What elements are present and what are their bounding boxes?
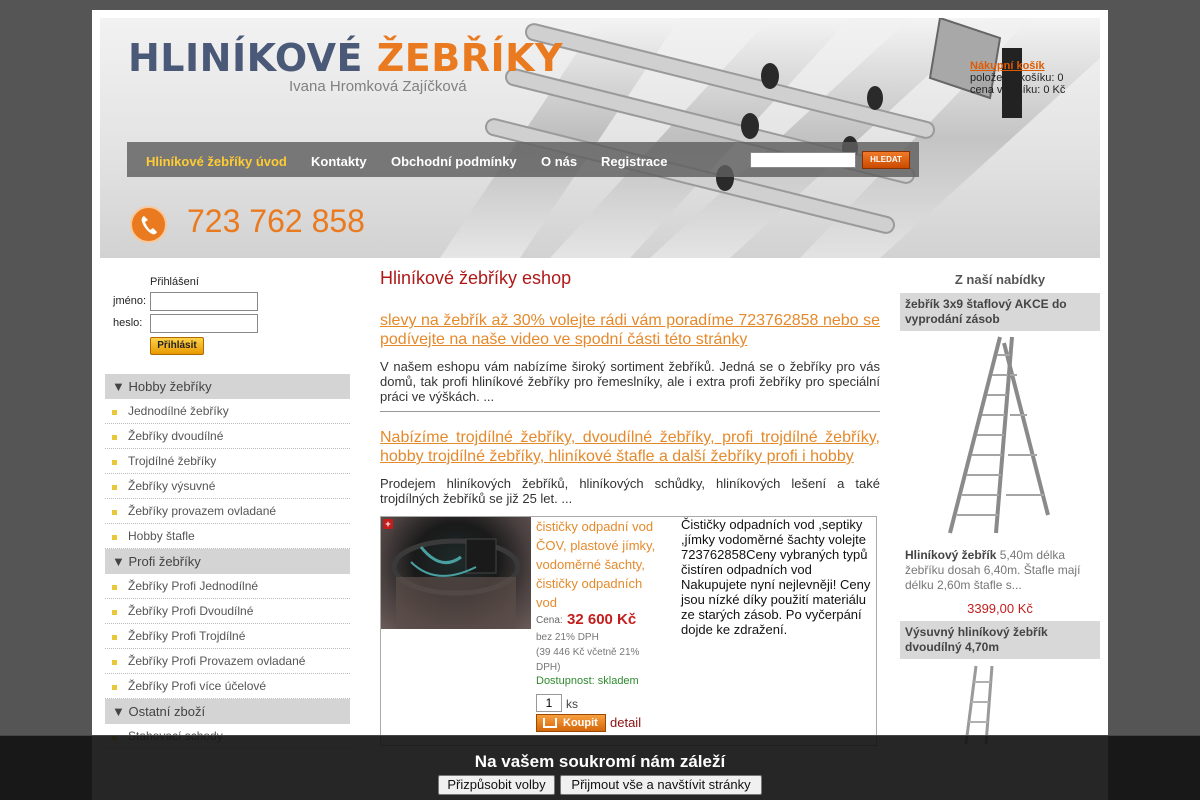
cookie-consent-bar — [0, 735, 1200, 800]
category-item-label: Žebříky Profi Provazem ovladané — [128, 654, 306, 668]
search-button[interactable]: HLEDAT — [862, 151, 910, 169]
category-item-label: Trojdílné žebříky — [128, 454, 217, 468]
price-label: Cena: — [536, 615, 563, 626]
bullet-icon — [112, 610, 117, 615]
search-input[interactable] — [750, 152, 856, 168]
main-navigation — [127, 142, 919, 177]
category-item[interactable] — [105, 499, 350, 524]
bullet-icon — [112, 485, 117, 490]
phone-number[interactable]: 723 762 858 — [187, 203, 365, 239]
vat-info — [536, 630, 661, 675]
product-image[interactable] — [381, 517, 531, 629]
zoom-plus-icon[interactable]: + — [383, 519, 393, 529]
product-price: 32 600 Kč — [567, 611, 637, 628]
category-item[interactable] — [105, 649, 350, 674]
cookie-customize-button[interactable]: Přizpůsobit volby — [438, 775, 555, 795]
bullet-icon — [112, 685, 117, 690]
category-item[interactable] — [105, 524, 350, 549]
tank-illustration — [381, 517, 531, 629]
price-incl-vat: (39 446 Kč včetně 21% DPH) — [536, 647, 640, 673]
bullet-icon — [112, 510, 117, 515]
category-item[interactable] — [105, 674, 350, 699]
buy-button[interactable] — [536, 714, 606, 732]
login-button[interactable]: Přihlásit — [150, 337, 204, 355]
logo-main-text: HLINÍKOVÉ — [128, 36, 377, 80]
category-item-label: Žebříky výsuvné — [128, 479, 216, 493]
phone-icon — [130, 206, 167, 243]
logo-accent-text: ŽEBŘÍKY — [376, 36, 564, 80]
vat-note: bez 21% DPH — [536, 632, 599, 643]
category-item-label: Žebříky Profi Dvoudílné — [128, 604, 254, 618]
cart-summary — [970, 60, 1065, 96]
nav-item-home[interactable]: Hliníkové žebříky úvod — [146, 154, 287, 169]
offer-heading-link[interactable]: Výsuvný hliníkový žebřík dvoudílný 4,70m — [900, 621, 1100, 659]
cart-link[interactable]: Nákupní košík — [970, 60, 1045, 72]
ladder-product-image[interactable] — [958, 664, 1018, 744]
headline-link-discount[interactable]: slevy na žebřík až 30% volejte rádi vám poradíme 723762858 nebo se podívejte na naše video ve spodní části této stránky — [380, 312, 880, 348]
bullet-icon — [112, 585, 117, 590]
category-group-profi[interactable]: ▼ Profi žebříky — [105, 549, 350, 574]
intro-text-1: V našem eshopu vám nabízíme široký sortiment žebříků. Jedná se o žebříky pro vás domů, tak profi hliníkové žebříky pro řemeslníky, ale i extra profi žebříky pro speciální práci ve výškách. ... — [380, 359, 880, 404]
nav-item-about[interactable]: O nás — [541, 154, 578, 169]
cart-total-price: cena v košíku: 0 Kč — [970, 84, 1066, 96]
cart-icon — [543, 718, 557, 728]
category-item-label: Žebříky provazem ovladané — [128, 504, 277, 518]
login-form — [92, 272, 352, 362]
category-group-hobby[interactable]: ▼ Hobby žebříky — [105, 374, 350, 399]
header — [100, 18, 1100, 258]
bullet-icon — [112, 435, 117, 440]
category-item[interactable] — [105, 574, 350, 599]
bullet-icon — [112, 635, 117, 640]
main-content — [380, 268, 880, 730]
password-input[interactable] — [150, 314, 258, 333]
bullet-icon — [112, 460, 117, 465]
category-item-label: Žebříky Profi Trojdílné — [128, 629, 246, 643]
category-item[interactable] — [105, 474, 350, 499]
quantity-input[interactable]: 1 — [536, 694, 562, 712]
logo-subtitle: Ivana Hromková Zajíčková — [289, 78, 467, 95]
cart-items-count: položek v košíku: 0 — [970, 72, 1064, 84]
category-item[interactable] — [105, 599, 350, 624]
cookie-accept-button[interactable]: Přijmout vše a navštívit stránky — [560, 775, 762, 795]
username-input[interactable] — [150, 292, 258, 311]
ladder-product-image[interactable] — [938, 335, 1063, 535]
category-item[interactable] — [105, 624, 350, 649]
nav-item-registration[interactable]: Registrace — [601, 154, 668, 169]
category-item-label: Jednodílné žebříky — [128, 404, 229, 418]
nav-item-contacts[interactable]: Kontakty — [311, 154, 367, 169]
buy-button-label: Koupit — [563, 717, 598, 729]
password-label: heslo: — [113, 317, 143, 329]
offers-title: Z naší nabídky — [954, 272, 1046, 287]
username-label: jméno: — [113, 295, 147, 307]
page-title: Hliníkové žebříky eshop — [380, 268, 572, 288]
category-item-label: Hobby štafle — [128, 529, 195, 543]
headline-link-offer[interactable]: Nabízíme trojdílné žebříky, dvoudílné žebříky, profi trojdílné žebříky, hobby trojdílné žebříky, hliníkové štafle a další žebříky profi i hobby — [380, 429, 880, 465]
offer-heading-link[interactable]: žebřík 3x9 štaflový AKCE do vyprodání zásob — [900, 293, 1100, 331]
bullet-icon — [112, 660, 117, 665]
category-item-label: Žebříky dvoudílné — [128, 429, 224, 443]
cookie-title: Na vašem soukromí nám záleží — [474, 752, 726, 771]
intro-text-2: Prodejem hliníkových žebříků, hliníkových schůdky, hliníkových lešení a také trojdílných žebříků se již 25 let. ... — [380, 476, 880, 506]
stock-status: Dostupnost: skladem — [536, 675, 639, 687]
detail-link[interactable]: detail — [610, 715, 642, 730]
bullet-icon — [112, 535, 117, 540]
offer-price: 3399,00 Kč — [967, 601, 1033, 616]
nav-item-terms[interactable]: Obchodní podmínky — [391, 154, 517, 169]
offer-description — [905, 548, 1095, 593]
quantity-unit: ks — [566, 697, 578, 711]
product-name-link[interactable]: čističky odpadní vod ČOV, plastové jímky, vodoměrné šachty, čističky odpadních vod — [536, 519, 656, 610]
logo-title[interactable] — [128, 36, 563, 80]
category-item-label: Žebříky Profi více účelové — [128, 679, 267, 693]
offer-product-name: Hliníkový žebřík — [905, 548, 997, 562]
category-group-other[interactable]: ▼ Ostatní zboží — [105, 699, 350, 724]
product-card — [380, 516, 877, 746]
product-description: Čističky odpadních vod ,septiky ,jímky vodoměrné šachty volejte 723762858Ceny vybraných typů čistíren odpadních vod Nakupujete nyní nejlevněji! Ceny jsou nízké díky použití materiálu ze starých zásob. Po vyčerpání dojde ke zdražení. — [681, 517, 871, 637]
category-item-label: Žebříky Profi Jednodílné — [128, 579, 259, 593]
category-item[interactable] — [105, 424, 350, 449]
page — [92, 10, 1108, 800]
offer-product-desc: 5,40m délka žebříku dosah 6,40m. Štafle mají délku 2,60m štafle s... — [905, 548, 1081, 592]
divider — [380, 411, 880, 412]
login-title: Přihlášení — [150, 276, 199, 288]
offers-sidebar — [900, 272, 1100, 654]
category-item[interactable] — [105, 399, 350, 424]
category-menu — [105, 374, 350, 749]
category-item[interactable] — [105, 449, 350, 474]
bullet-icon — [112, 410, 117, 415]
